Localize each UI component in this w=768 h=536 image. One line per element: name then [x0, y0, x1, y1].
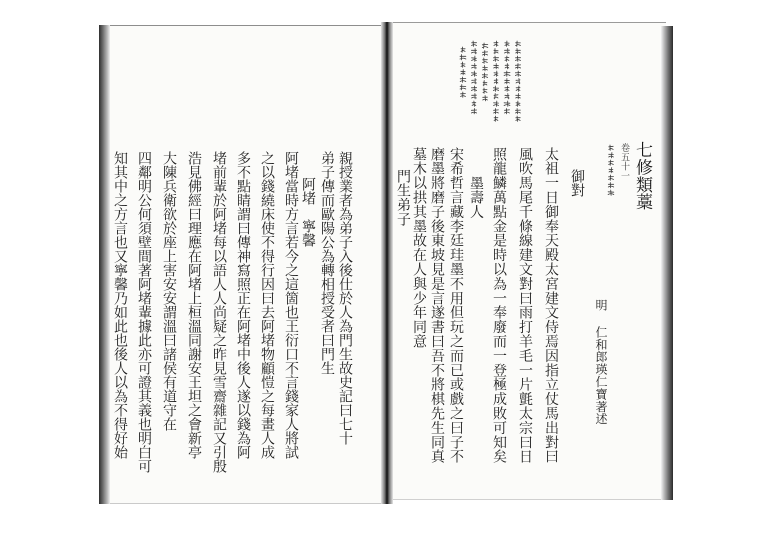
- text-column: 知其中之方言也又寧馨乃如此也後人以為不得好始: [112, 151, 128, 459]
- book-gutter: [381, 22, 393, 504]
- text-column: 浩見佛經曰理應在阿堵上桓溫同謝安王坦之會新亭: [186, 151, 202, 459]
- text-column: 阿堵當時方言若今之這箇也王衍口不言錢家人將試: [283, 151, 299, 459]
- handwriting-stroke: [493, 41, 498, 121]
- entry-heading: 墨壽人: [468, 176, 484, 220]
- text-column: 堵前輩於阿堵每以語人人尚疑之昨見雪齋雜記又引殷: [211, 151, 227, 473]
- book-title: 七修類藁: [632, 141, 652, 211]
- left-page: [104, 25, 385, 504]
- handwriting-stroke: [471, 41, 476, 114]
- text-column: 照龍鱗萬點金是時以為一奉廢而一登極成敗可知矣: [491, 147, 507, 464]
- text-column: 弟子傳而歐陽公為轉相授受者曰門生: [319, 151, 335, 375]
- text-column: 親授業者為弟子入後仕於人為門生故史記曰七十: [337, 151, 353, 445]
- handwriting-stroke: [460, 47, 466, 97]
- title-note-handwriting: [606, 143, 616, 199]
- entry-heading: 門生弟子: [395, 169, 411, 227]
- text-column: 磨墨將磨子後東坡見是言遂書曰吾不將棋先生同真: [429, 147, 445, 464]
- handwriting-stroke: [504, 41, 510, 114]
- text-column: 墓木以拱其墨故在人與少年同意: [411, 147, 427, 349]
- entry-heading: 御對: [569, 169, 585, 198]
- text-column: 多不點睛謂曰傳神寫照正在阿堵中後人遂以錢為阿: [235, 151, 251, 459]
- handwriting-stroke: [482, 43, 488, 101]
- handwriting-stroke: [515, 41, 520, 121]
- author-line: 明 仁和郎瑛仁寶著述: [594, 299, 608, 425]
- right-page: [390, 22, 666, 500]
- text-column: 宋希哲言藏李廷珪墨不用但玩之而已或戲之曰子不: [448, 147, 464, 464]
- entry-heading: 阿堵 寧馨: [300, 177, 316, 247]
- handwriting-stroke: [608, 145, 614, 195]
- text-column: 四鄰明公何須壁間著阿堵輩據此亦可證其義也明白可: [136, 151, 152, 473]
- text-column: 之以錢繞床使不得行因曰去阿堵物顧愷之每畫人成: [259, 151, 275, 459]
- title-note: 卷五十一: [619, 143, 629, 181]
- left-book-edge: [99, 25, 110, 504]
- text-column: 太祖一日御奉天殿太宮建文侍焉因指立仗馬出對曰: [543, 147, 559, 464]
- right-book-edge: [661, 26, 673, 500]
- marginal-notes-handwriting: [452, 39, 524, 123]
- text-column: 風吹馬尾千條線建文對曰雨打羊毛一片氈太宗曰日: [517, 147, 533, 464]
- text-column: 大陳兵衛欲於座上害安安謂溫曰諸侯有道守在: [161, 151, 177, 431]
